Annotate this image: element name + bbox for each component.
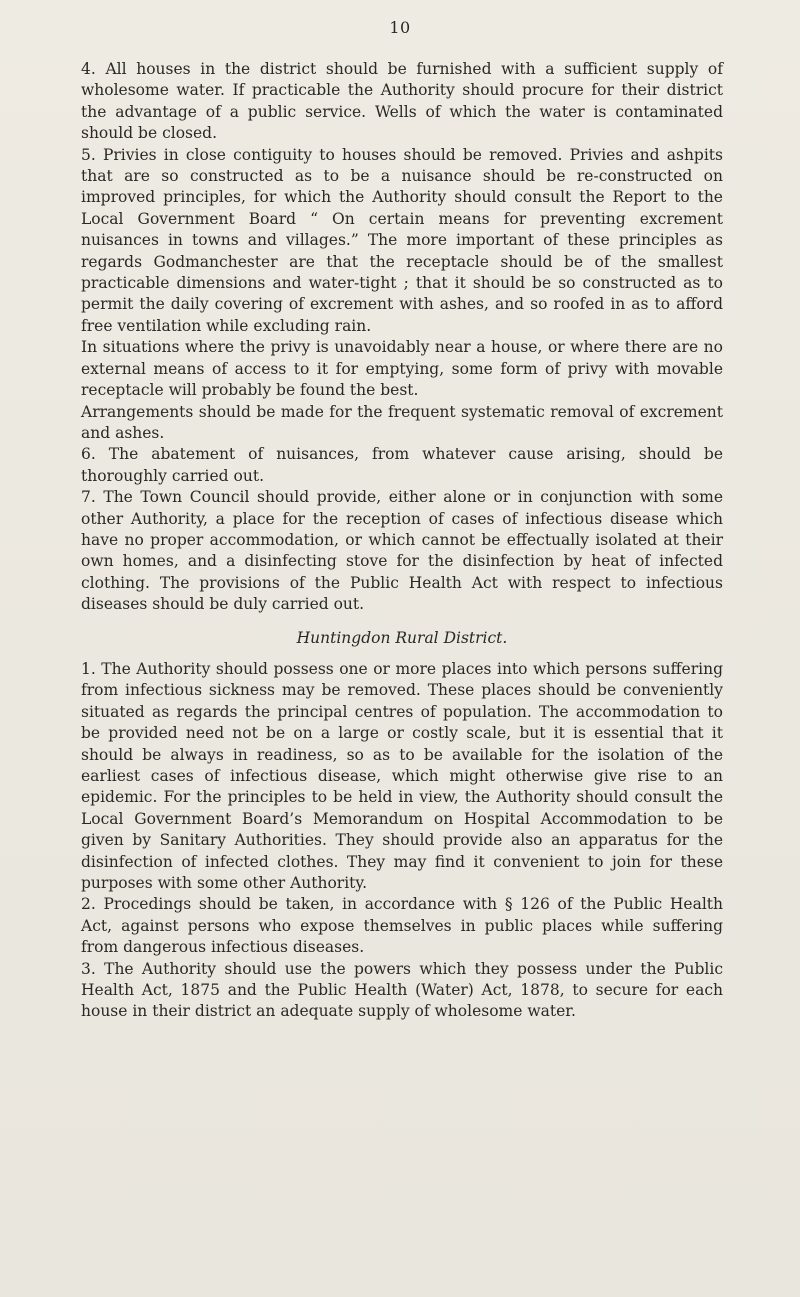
body-text <box>81 59 723 1023</box>
paragraph-rural-item-3: 3. The Authority should use the powers which they possess under the Public Health Act, 1875 and the Public Health (Water) Act, 1878, to secure for each house in their district an adequate supply of wholesome water. <box>81 959 723 1021</box>
section-heading: Huntingdon Rural District. <box>296 628 508 647</box>
paragraph-arrangements: Arrangements should be made for the frequent systematic removal of excrement and ashes. <box>81 402 723 442</box>
page-number: 10 <box>389 18 411 37</box>
paragraph-item-4: 4. All houses in the district should be furnished with a sufficient supply of wholesome water. If practicable the Authority should procure for their district the advantage of a public service. Wells of which the water is contaminated should be closed. <box>81 60 723 143</box>
paragraph-item-7: 7. The Town Council should provide, either alone or in conjunction with some other Authority, a place for the reception of cases of infectious disease which have no proper accommodation, or which cannot be effectually isolated at their own homes, and a disinfecting stove for the disinfection by heat of infected clothing. The provisions of the Public Health Act with respect to infectious diseases should be duly carried out. <box>81 488 723 614</box>
paragraph-item-6: 6. The abatement of nuisances, from whatever cause arising, should be thoroughly carried out. <box>81 445 723 485</box>
paragraph-privy-situations: In situations where the privy is unavoidably near a house, or where there are no external means of access to it for emptying, some form of privy with movable receptacle will probably be found the best. <box>81 338 723 400</box>
paragraph-item-5: 5. Privies in close contiguity to houses should be removed. Privies and ashpits that are so constructed as to be a nuisance should be re-constructed on improved principles, for which the Authority should consult the Report to the Local Government Board “ On certain means for preventing excrement nuisances in towns and villages.” The more important of these principles as regards Godmanchester are that the receptacle should be of the smallest practicable dimensions and water-tight ; that it should be so constructed as to permit the daily covering of excrement with ashes, and so roofed in as to afford free ventilation while excluding rain. <box>81 145 723 335</box>
paragraph-rural-item-1: 1. The Authority should possess one or more places into which persons suffering from infectious sickness may be removed. These places should be conveniently situated as regards the principal centres of population. The accommodation to be provided need not be on a large or costly scale, but it is essential that it should be always in readiness, so as to be available for the isolation of the earliest cases of infectious disease, which might otherwise give rise to an epidemic. For the principles to be held in view, the Authority should consult the Local Government Board’s Memorandum on Hospital Accommodation to be given by Sanitary Authorities. They should provide also an apparatus for the disinfection of infected clothes. They may find it convenient to join for these purposes with some other Authority. <box>81 659 723 893</box>
paragraph-rural-item-2: 2. Procedings should be taken, in accordance with § 126 of the Public Health Act, against persons who expose themselves in public places while suffering from dangerous infectious diseases. <box>81 895 723 957</box>
